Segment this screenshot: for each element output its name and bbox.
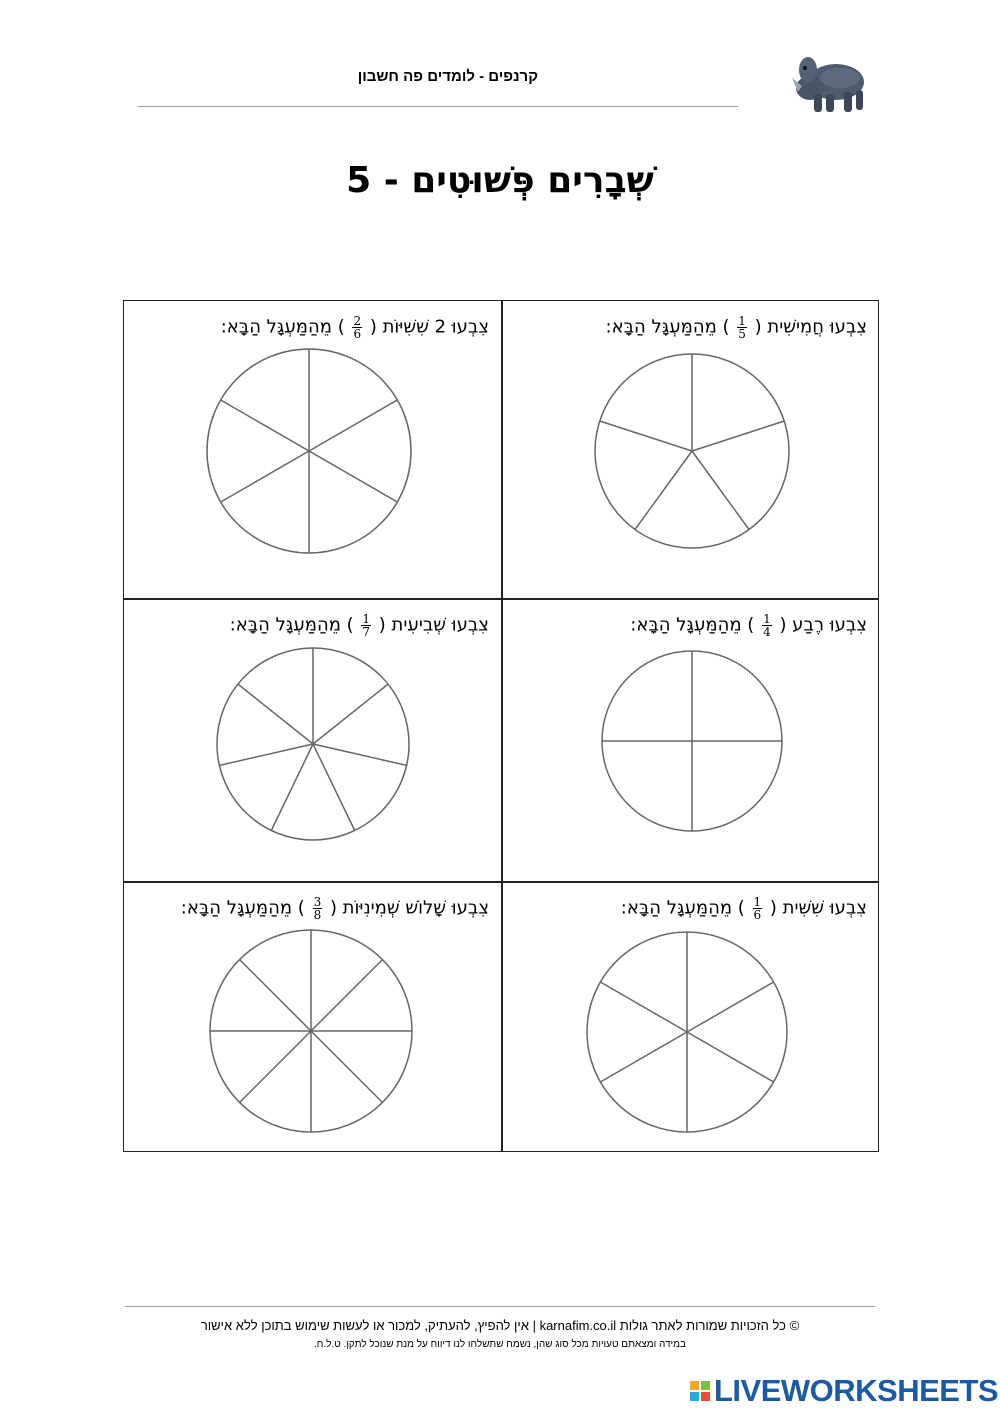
exercise-prompt: צִבְעוּ שְׁבִיעִית ( $\frac{1}{7}$ ) מֵהַמַּעְגָּל הַבָּא: (229, 612, 489, 639)
exercise-cell (124, 882, 501, 1152)
exercise-prompt: צִבְעוּ שָׁלוֹשׁ שְׁמִינִיּוֹת ( $\frac{3}{8}$ ) מֵהַמַּעְגָּל הַבָּא: (180, 895, 489, 922)
circle-divider-line (600, 982, 687, 1032)
circle-divider-line (313, 744, 407, 765)
exercise-prompt: צִבְעוּ חֲמִישִׁית ( $\frac{1}{5}$ ) מֵהַמַּעְגָּל הַבָּא: (605, 314, 867, 341)
exercise-cell (124, 599, 501, 881)
fraction-circle[interactable] (124, 301, 501, 598)
circle-divider-line (692, 451, 749, 530)
circle-divider-line (687, 1032, 774, 1082)
circle-divider-line (313, 684, 388, 744)
footer-copyright: © כל הזכויות שמורות לאתר גולות karnafim.co.il | אין להפיץ, להעתיק, למכור או לעשות שימוש בתוכן ללא אישור (200, 1318, 800, 1333)
exercise-cell (502, 301, 879, 598)
circle-divider-line (240, 1031, 311, 1102)
logo-block (690, 1392, 699, 1401)
circle-divider-line (692, 421, 784, 451)
exercise-prompt: צִבְעוּ שִׁשִּׁית ( $\frac{1}{6}$ ) מֵהַמַּעְגָּל הַבָּא: (620, 895, 867, 922)
circle-divider-line (221, 400, 309, 451)
circle-divider-line (309, 451, 397, 502)
circle-divider-line (313, 744, 355, 831)
circle-divider-line (309, 400, 397, 451)
fraction-circle[interactable] (124, 882, 501, 1152)
fraction: $\frac{1}{7}$ (362, 612, 371, 639)
circle-divider-line (635, 451, 692, 530)
logo-block (690, 1381, 699, 1390)
exercise-cell (502, 882, 879, 1152)
exercise-prompt: צִבְעוּ רֶבַע ( $\frac{1}{4}$ ) מֵהַמַּעְגָּל הַבָּא: (630, 612, 867, 639)
exercise-prompt: צִבְעוּ 2 שִׁשִּׁיּוֹת ( $\frac{2}{6}$ ) מֵהַמַּעְגָּל הַבָּא: (220, 314, 489, 341)
liveworksheets-text: LIVEWORKSHEETS (714, 1373, 999, 1408)
logo-blocks-icon (690, 1381, 710, 1401)
fraction-circle[interactable] (502, 882, 879, 1152)
page-title: שְׁבָרִים פְּשׁוּטִים - 5 (346, 160, 654, 201)
circle-divider-line (600, 1032, 687, 1082)
circle-divider-line (600, 421, 692, 451)
liveworksheets-logo (690, 1374, 998, 1408)
exercise-grid (123, 300, 879, 1152)
footer-divider (125, 1306, 875, 1307)
circle-divider-line (240, 960, 311, 1031)
fraction: $\frac{1}{4}$ (763, 612, 771, 639)
circle-divider-line (271, 744, 313, 831)
fraction: $\frac{3}{8}$ (313, 895, 322, 922)
circle-divider-line (687, 982, 774, 1032)
exercise-cell (502, 599, 879, 881)
circle-divider-line (219, 744, 313, 765)
fraction-circle[interactable] (502, 599, 879, 881)
circle-divider-line (311, 960, 382, 1031)
fraction-circle[interactable] (502, 301, 879, 598)
fraction: $\frac{1}{5}$ (738, 314, 746, 341)
footer-note: במידה ומצאתם טעויות מכל סוג שהן, נשמח שתשלחו לנו דיווח על מנת שנוכל לתקן. ט.ל.ח. (314, 1339, 686, 1350)
fraction: $\frac{1}{6}$ (753, 895, 762, 922)
header-divider (138, 106, 738, 107)
logo-block (701, 1381, 710, 1390)
fraction: $\frac{2}{6}$ (353, 314, 362, 341)
circle-divider-line (311, 1031, 382, 1102)
exercise-cell (124, 301, 501, 598)
circle-divider-line (221, 451, 309, 502)
rhino-icon (786, 48, 868, 118)
fraction-circle[interactable] (124, 599, 501, 881)
logo-block (701, 1392, 710, 1401)
circle-divider-line (238, 684, 313, 744)
site-header-text: קרנפים - לומדים פה חשבון (357, 68, 538, 85)
